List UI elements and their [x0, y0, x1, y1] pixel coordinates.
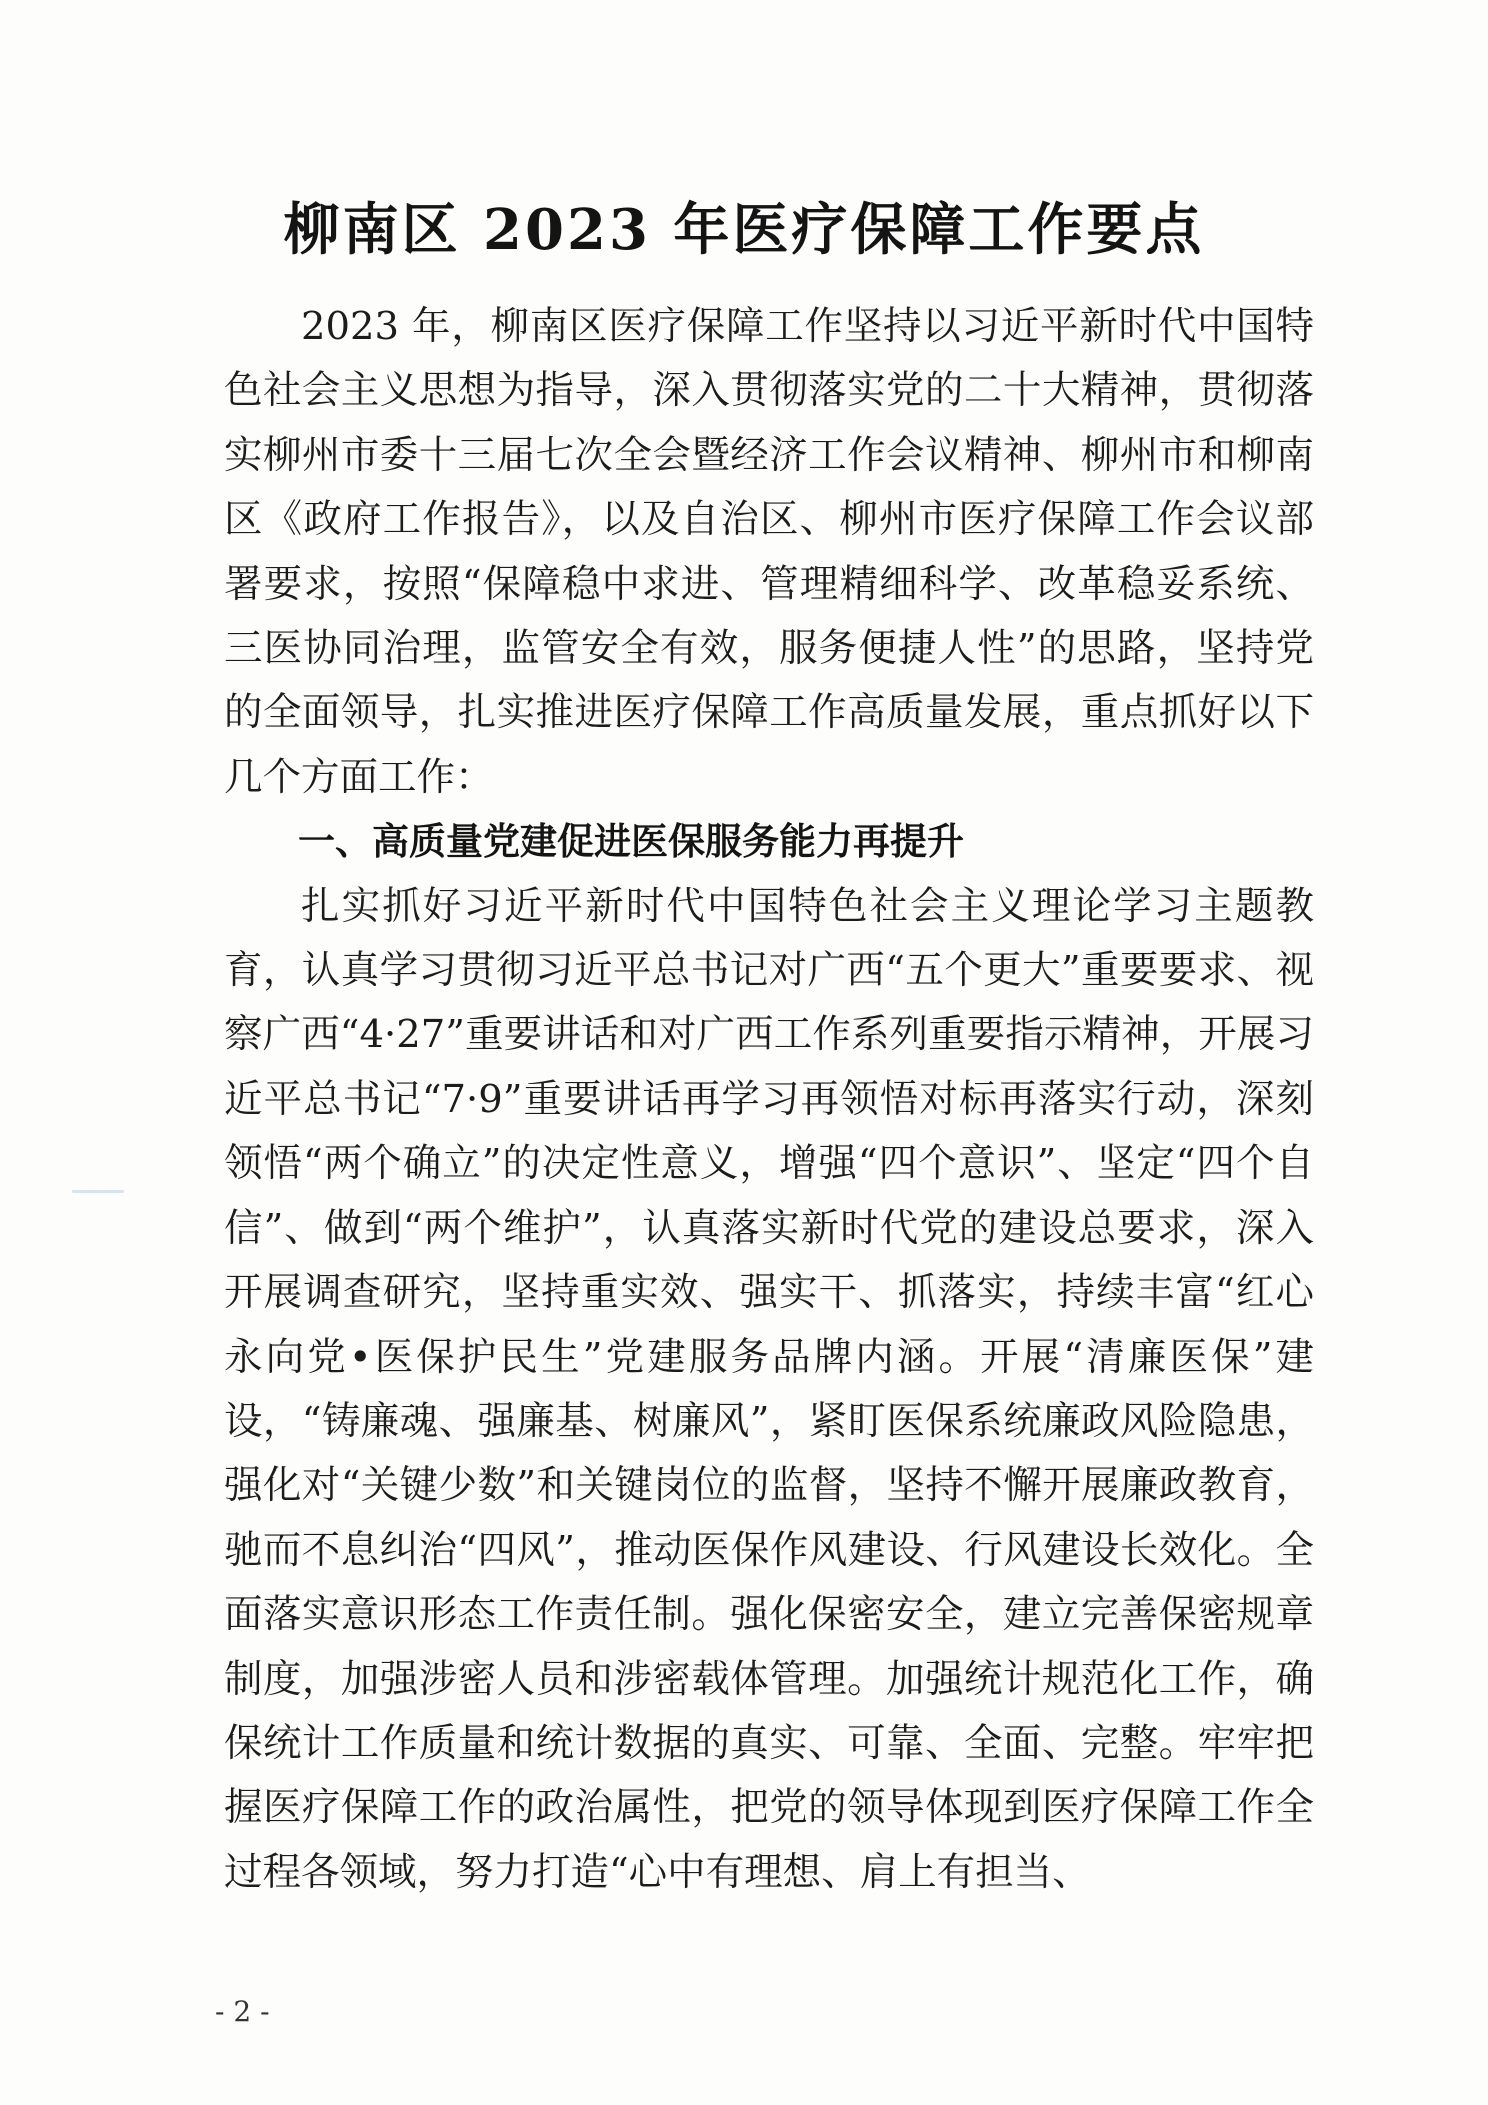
scan-artifact	[72, 1190, 124, 1193]
document-body	[224, 295, 1314, 1905]
section-heading: 一、高质量党建促进医保服务能力再提升	[298, 820, 964, 864]
intro-paragraph: 2023 年，柳南区医疗保障工作坚持以习近平新时代中国特色社会主义思想为指导，深入贯彻落实党的二十大精神，贯彻落实柳州市委十三届七次全会暨经济工作会议精神、柳州市和柳南区《政府工作报告》，以及自治区、柳州市医疗保障工作会议部署要求，按照“保障稳中求进、管理精细科学、改革稳妥系统、三医协同治理，监管安全有效，服务便捷人性”的思路，坚持党的全面领导，扎实推进医疗保障工作高质量发展，重点抓好以下几个方面工作：	[224, 304, 1314, 800]
section-paragraph: 扎实抓好习近平新时代中国特色社会主义理论学习主题教育，认真学习贯彻习近平总书记对广西“五个更大”重要要求、视察广西“4·27”重要讲话和对广西工作系列重要指示精神，开展习近平总书记“7·9”重要讲话再学习再领悟对标再落实行动，深刻领悟“两个确立”的决定性意义，增强“四个意识”、坚定“四个自信”、做到“两个维护”，认真落实新时代党的建设总要求，深入开展调查研究，坚持重实效、强实干、抓落实，持续丰富“红心永向党•医保护民生”党建服务品牌内涵。开展“清廉医保”建设，“铸廉魂、强廉基、树廉风”，紧盯医保系统廉政风险隐患，强化对“关键少数”和关键岗位的监督，坚持不懈开展廉政教育，驰而不息纠治“四风”，推动医保作风建设、行风建设长效化。全面落实意识形态工作责任制。强化保密安全，建立完善保密规章制度，加强涉密人员和涉密载体管理。加强统计规范化工作，确保统计工作质量和统计数据的真实、可靠、全面、完整。牢牢把握医疗保障工作的政治属性，把党的领导体现到医疗保障工作全过程各领域，努力打造“心中有理想、肩上有担当、	[224, 883, 1314, 1895]
page-number: - 2 -	[215, 1995, 270, 2028]
document-title: 柳南区 2023 年医疗保障工作要点	[283, 197, 1205, 263]
